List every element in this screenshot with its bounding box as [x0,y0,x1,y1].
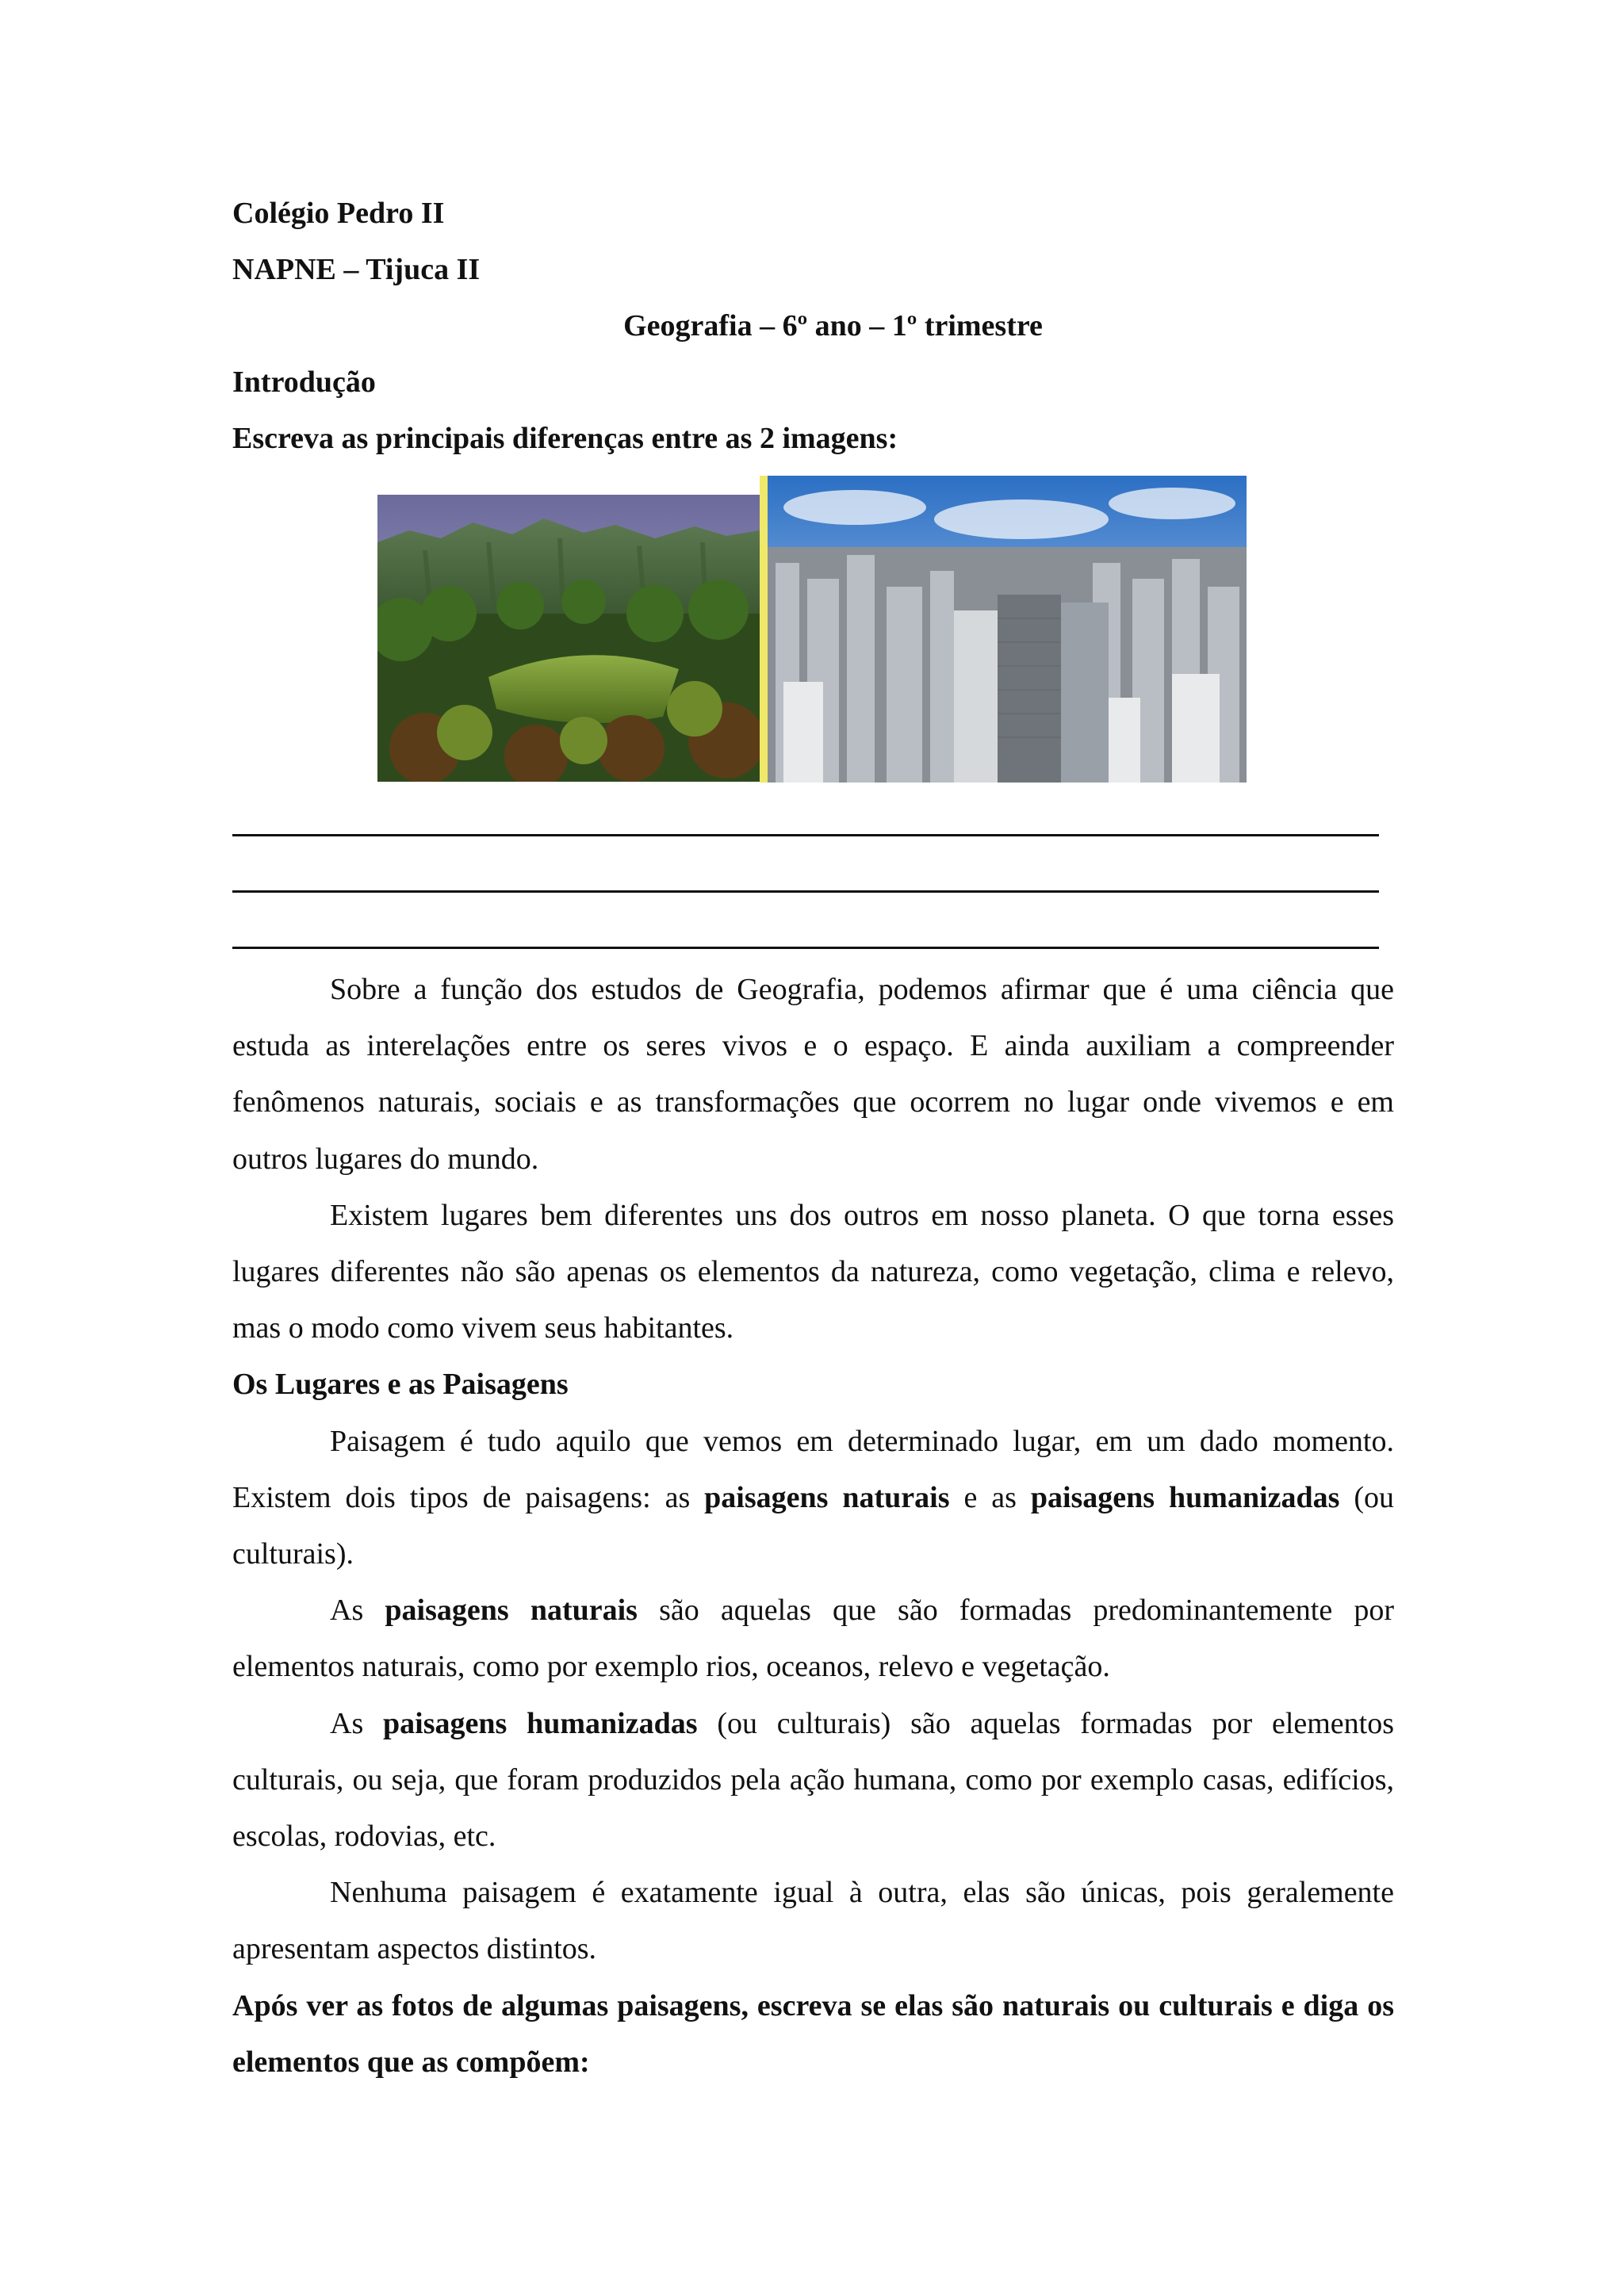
final-instruction: Após ver as fotos de algumas paisagens, escreva se elas são naturais ou culturais e diga os elementos que as compõem: [232,1988,1394,2079]
intro-instruction: Escreva as principais diferenças entre as 2 imagens: [232,422,898,455]
unit-name: NAPNE – Tijuca II [232,253,481,286]
paragraph-different-places: Existem lugares bem diferentes uns dos outros em nosso planeta. O que torna esses lugares diferentes não são apenas os elementos da natureza, como vegetação, clima e relevo, mas o modo como vivem seus habitantes. [232,1198,1394,1345]
section-heading: Os Lugares e as Paisagens [232,1368,569,1402]
mountain-forest-image [377,495,760,782]
body-text [232,962,1394,2091]
city-skyline-image [760,476,1247,783]
answer-line-1[interactable] [232,834,1379,836]
subject-title: Geografia – 6º ano – 1º trimestre [623,309,1043,342]
answer-line-2[interactable] [232,890,1379,893]
intro-heading: Introdução [232,365,376,399]
paragraph-humanized-landscapes: As paisagens humanizadas (ou culturais) são aquelas formadas por elementos culturais, ou seja, que foram produzidos pela ação humana, como por exemplo casas, edifícios, escolas, rodovias, etc. [232,1706,1395,1854]
paragraph-landscape-definition: Paisagem é tudo aquilo que vemos em determinado lugar, em um dado momento. Existem dois tipos de paisagens: as paisagens naturais e as paisagens humanizadas (ou culturais). [232,1424,1395,1571]
paragraph-unique-landscapes: Nenhuma paisagem é exatamente igual à outra, elas são únicas, pois geralemente apresentam aspectos distintos. [232,1876,1394,1966]
urban-landscape-photo [760,476,1247,783]
answer-line-3[interactable] [232,947,1379,949]
natural-landscape-photo [377,495,760,782]
paragraph-geography-function: Sobre a função dos estudos de Geografia, podemos afirmar que é uma ciência que estuda as interelações entre os seres vivos e o espaço. E ainda auxiliam a compreender fenômenos naturais, sociais e as transformações que ocorrem no lugar onde vivemos e em outros lugares do mundo. [232,973,1394,1176]
paragraph-natural-landscapes: As paisagens naturais são aquelas que são formadas predominantemente por elementos naturais, como por exemplo rios, oceanos, relevo e vegetação. [232,1594,1394,1684]
school-name: Colégio Pedro II [232,197,445,230]
